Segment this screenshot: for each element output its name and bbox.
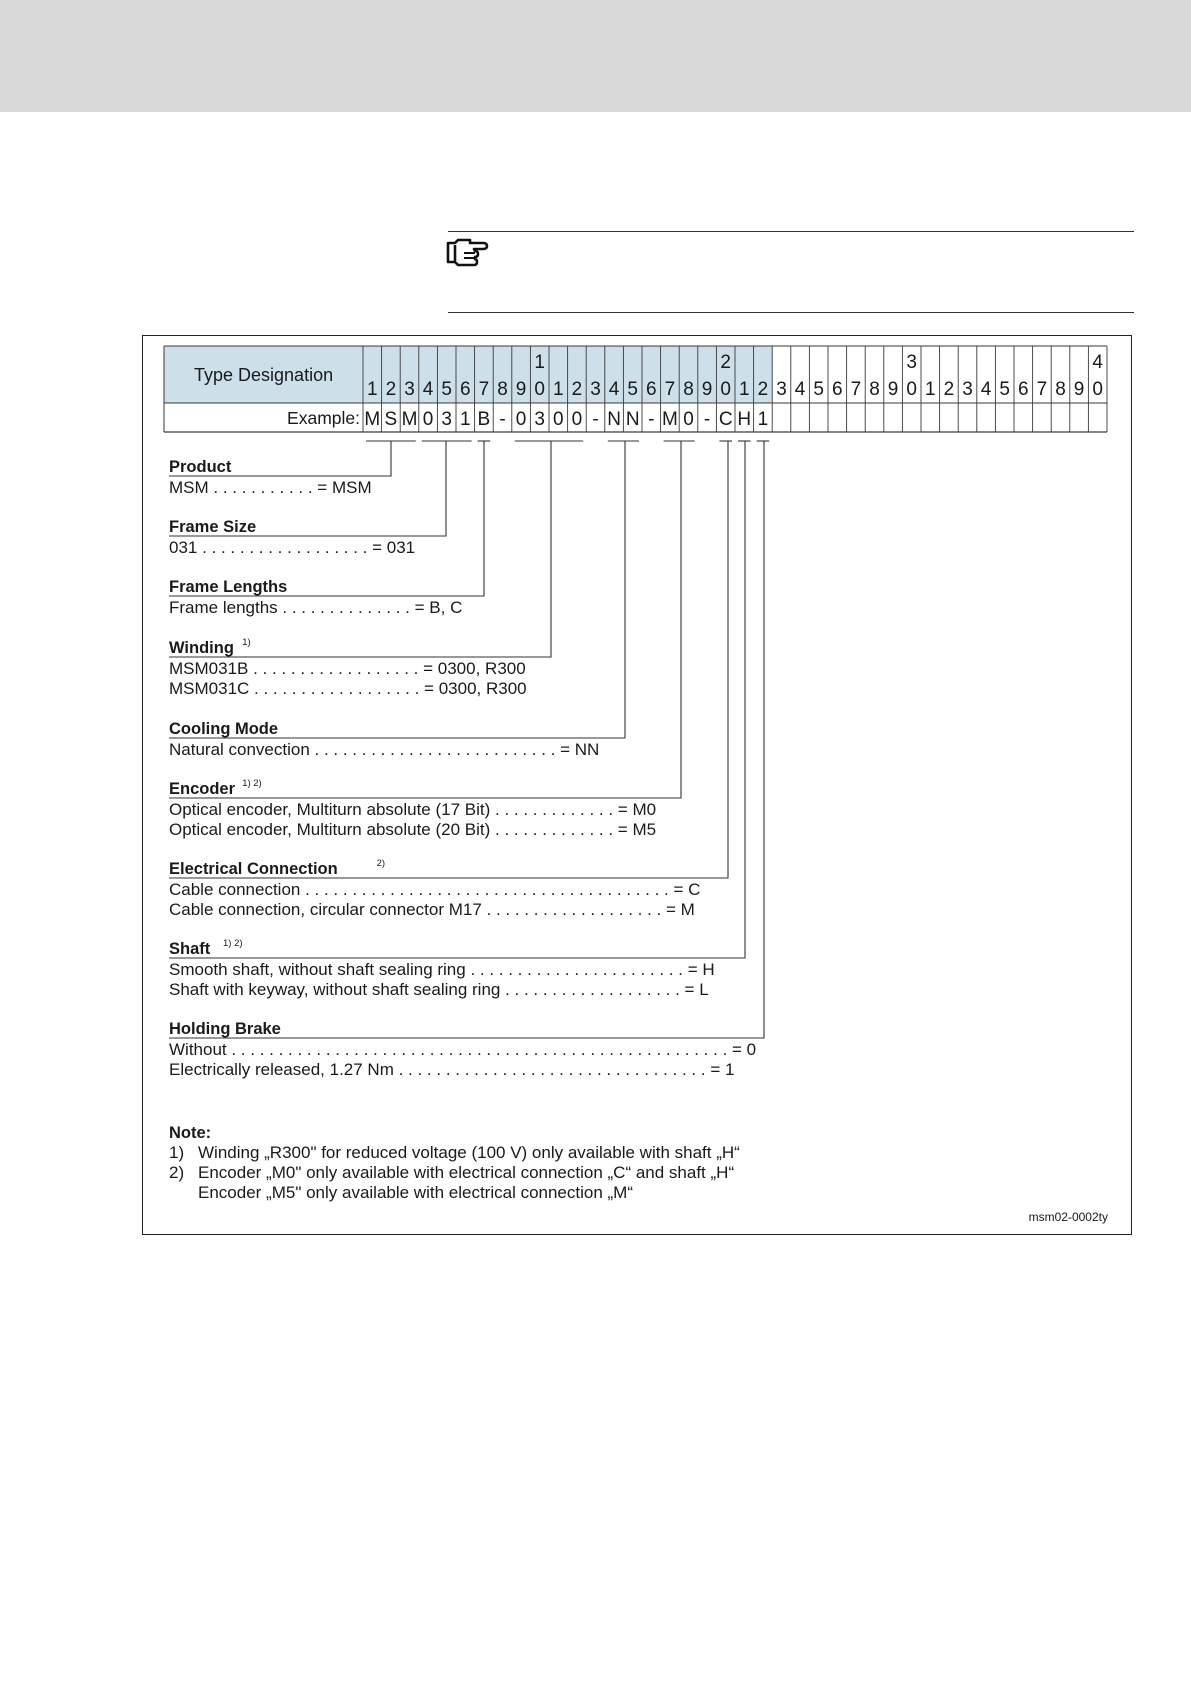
note-title: Note: [169,1124,212,1142]
example-char: 0 [683,409,694,430]
position-digit: 1 [553,379,564,400]
example-char: - [703,409,711,430]
example-char: 0 [571,409,583,430]
position-digit: 4 [794,379,806,400]
example-char: M [364,409,381,430]
position-digit: 0 [720,379,731,400]
example-char: B [477,409,491,430]
note-2-num: 2) [169,1163,185,1182]
position-digit: 9 [701,379,713,400]
position-digit: 7 [478,379,490,400]
example-char: 1 [757,409,769,430]
position-digit: 0 [906,379,917,400]
position-digit: 2 [943,379,955,400]
position-digit: 0 [534,379,545,400]
tens-marker: 1 [534,352,545,373]
position-digit: 9 [887,379,899,400]
position-digit: 7 [1036,379,1048,400]
section-footnote-ref: 1) 2) [223,938,243,949]
position-digit: 9 [1073,379,1085,400]
section-footnote-ref: 1) 2) [242,778,262,789]
position-digit: 8 [869,379,880,400]
tens-marker: 3 [906,352,917,373]
section-line: MSM . . . . . . . . . . . = MSM [169,478,372,497]
position-digit: 1 [739,379,750,400]
example-char: N [607,409,621,430]
example-char: - [592,409,599,430]
position-digit: 1 [367,379,378,400]
section-title: Frame Lengths [169,578,288,596]
section-line: Without . . . . . . . . . . . . . . . . . . . . . . . . . . . . . . . . . . . . . . . . . . . . . . . . . . . . . = 0 [169,1040,757,1059]
note-1-num: 1) [169,1143,185,1162]
example-char: 0 [515,409,527,430]
section-title: Cooling Mode [169,720,279,738]
position-digit: 7 [664,379,676,400]
position-digit: 4 [422,379,434,400]
note-1-text: Winding „R300" for reduced voltage (100 V) only available with shaft „H“ [198,1143,740,1162]
figure-id: msm02-0002ty [1028,1210,1108,1224]
example-char: 3 [441,409,452,430]
type-designation-label: Type Designation [194,365,334,385]
section-line: Shaft with keyway, without shaft sealing ring . . . . . . . . . . . . . . . . . . . = L [169,980,709,999]
position-digit: 5 [627,379,638,400]
note-2b-text: Encoder „M5" only available with electrical connection „M“ [198,1183,634,1202]
section-line: Optical encoder, Multiturn absolute (20 Bit) . . . . . . . . . . . . . = M5 [169,820,657,839]
section-title: Product [169,458,232,476]
example-char: 1 [460,409,471,430]
section-title: Shaft [169,940,211,958]
example-char: C [718,409,733,430]
example-char: 0 [553,409,564,430]
example-label: Example: [287,408,360,428]
section-title: Holding Brake [169,1020,281,1038]
example-char: - [499,409,506,430]
example-char: N [625,409,640,430]
section-line: Smooth shaft, without shaft sealing ring . . . . . . . . . . . . . . . . . . . . . . . = H [169,960,715,979]
position-digit: 8 [683,379,694,400]
tens-marker: 2 [720,352,731,373]
position-digit: 2 [571,379,583,400]
position-digit: 9 [515,379,527,400]
section-title: Encoder [169,780,236,798]
position-digit: 4 [608,379,620,400]
note-2-text: Encoder „M0" only available with electrical connection „C“ and shaft „H“ [198,1163,735,1182]
section-line: 031 . . . . . . . . . . . . . . . . . . = 031 [169,538,416,557]
position-digit: 7 [850,379,862,400]
section-line: Natural convection . . . . . . . . . . . . . . . . . . . . . . . . . . = NN [169,740,600,759]
section-title: Frame Size [169,518,257,536]
example-char: M [401,409,418,430]
position-digit: 6 [460,379,471,400]
position-digit: 3 [404,379,415,400]
position-digit: 5 [813,379,824,400]
section-line: Cable connection . . . . . . . . . . . . . . . . . . . . . . . . . . . . . . . . . . . . . . . = C [169,880,701,899]
position-digit: 8 [497,379,508,400]
section-title: Electrical Connection [169,860,338,878]
section-line: Optical encoder, Multiturn absolute (17 Bit) . . . . . . . . . . . . . = M0 [169,800,657,819]
section-footnote-ref: 2) [376,858,386,869]
position-digit: 2 [385,379,397,400]
position-digit: 2 [757,379,769,400]
position-digit: 0 [1092,379,1103,400]
example-char: M [661,409,678,430]
position-digit: 1 [925,379,936,400]
position-digit: 8 [1055,379,1066,400]
position-digit: 4 [980,379,992,400]
example-char: 3 [534,409,545,430]
position-digit: 5 [441,379,452,400]
example-char: - [648,409,655,430]
section-line: Cable connection, circular connector M17 . . . . . . . . . . . . . . . . . . . = M [169,900,695,919]
position-digit: 6 [646,379,657,400]
position-digit: 5 [999,379,1010,400]
section-title: Winding [169,639,234,657]
section-line: Electrically released, 1.27 Nm . . . . . . . . . . . . . . . . . . . . . . . . . . . . . . . . . = 1 [169,1060,735,1079]
example-char: H [737,409,752,430]
position-digit: 6 [1018,379,1029,400]
tens-marker: 4 [1092,352,1103,373]
position-digit: 3 [776,379,787,400]
position-digit: 6 [832,379,843,400]
example-char: S [384,409,398,430]
example-char: 0 [422,409,434,430]
position-digit: 3 [962,379,973,400]
position-digit: 3 [590,379,601,400]
section-line: MSM031B . . . . . . . . . . . . . . . . . . = 0300, R300 [169,659,526,678]
section-line: MSM031C . . . . . . . . . . . . . . . . . . = 0300, R300 [169,679,527,698]
section-line: Frame lengths . . . . . . . . . . . . . . = B, C [169,598,463,617]
section-footnote-ref: 1) [242,637,251,648]
